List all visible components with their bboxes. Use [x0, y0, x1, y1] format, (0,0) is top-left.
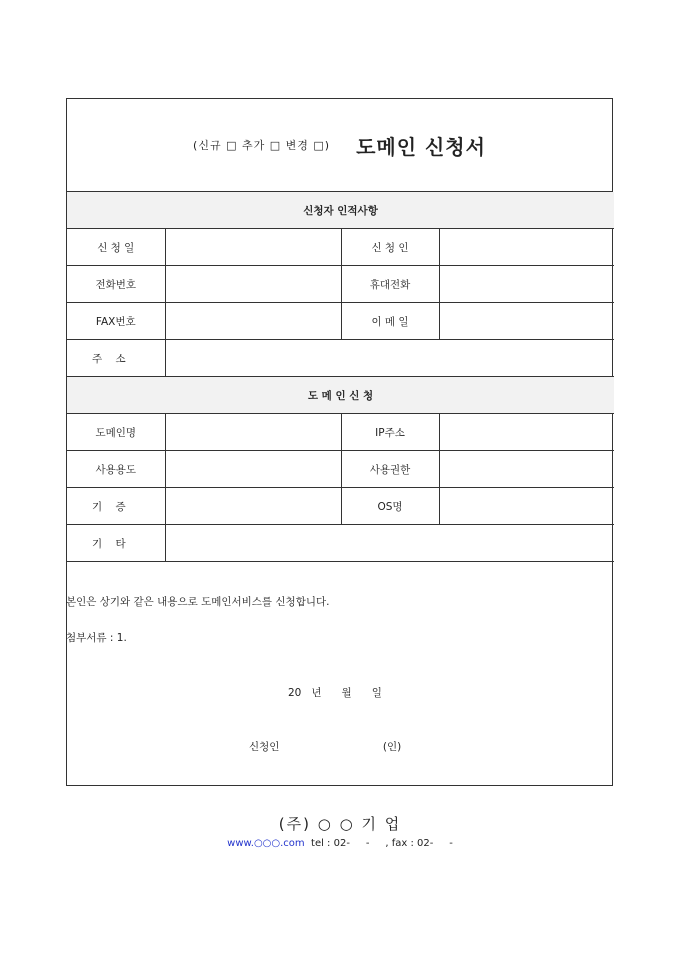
application-date-line: 20 년 월 일	[288, 687, 382, 699]
other-label: 기 타	[67, 525, 165, 562]
company-name: (주) ○ ○ 기 업	[278, 815, 402, 833]
applicant-label: 신 청 인	[341, 229, 439, 266]
usage-purpose-field[interactable]	[165, 451, 341, 488]
usage-rights-field[interactable]	[439, 451, 614, 488]
equipment-label: 기 증	[67, 488, 165, 525]
ip-address-field[interactable]	[439, 414, 614, 451]
equipment-field[interactable]	[165, 488, 341, 525]
domain-section-heading: 도 메 인 신 청	[67, 377, 614, 414]
os-name-field[interactable]	[439, 488, 614, 525]
phone-fax-info: tel : 02- - , fax : 02- -	[304, 838, 453, 849]
fax-field[interactable]	[165, 303, 341, 340]
email-field[interactable]	[439, 303, 614, 340]
application-date-field[interactable]	[165, 229, 341, 266]
email-label: 이 메 일	[341, 303, 439, 340]
domain-name-field[interactable]	[165, 414, 341, 451]
phone-label: 전화번호	[67, 266, 165, 303]
applicant-field[interactable]	[439, 229, 614, 266]
applicant-section-heading: 신청자 인적사항	[67, 192, 614, 229]
domain-name-label: 도메인명	[67, 414, 165, 451]
os-name-label: OS명	[341, 488, 439, 525]
form-table	[67, 192, 614, 562]
website-link[interactable]: www.○○○.com	[227, 838, 305, 849]
declaration-area	[67, 562, 612, 782]
address-label: 주 소	[67, 340, 165, 377]
mobile-label: 휴대전화	[341, 266, 439, 303]
mobile-field[interactable]	[439, 266, 614, 303]
company-contact	[0, 838, 680, 849]
signature-line: 신청인 (인)	[249, 741, 402, 753]
address-field[interactable]	[165, 340, 614, 377]
form-title: 도메인 신청서	[356, 134, 486, 159]
request-type-options: (신규 □ 추가 □ 변경 □)	[193, 139, 331, 152]
usage-purpose-label: 사용용도	[67, 451, 165, 488]
other-field[interactable]	[165, 525, 614, 562]
application-form	[66, 98, 613, 786]
usage-rights-label: 사용권한	[341, 451, 439, 488]
form-header	[67, 99, 612, 192]
ip-address-label: IP주소	[341, 414, 439, 451]
fax-label: FAX번호	[67, 303, 165, 340]
application-date-label: 신 청 일	[67, 229, 165, 266]
declaration-statement: 본인은 상기와 같은 내용으로 도메인서비스를 신청합니다.	[66, 596, 330, 608]
attachments-line: 첨부서류 : 1.	[66, 632, 127, 644]
phone-field[interactable]	[165, 266, 341, 303]
